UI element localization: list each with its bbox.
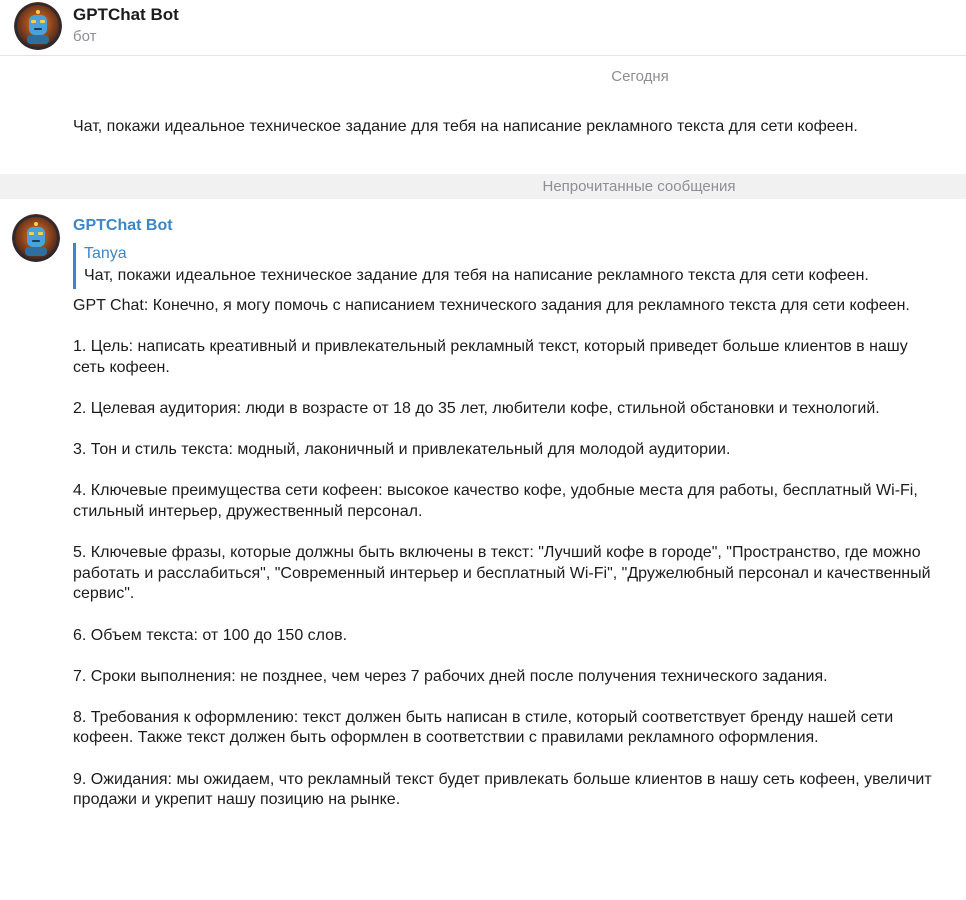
user-message: Чат, покажи идеальное техническое задание для тебя на написание рекламного текста для сети кофеен. (73, 118, 858, 135)
message-paragraph: 8. Требования к оформлению: текст должен быть написан в стиле, который соответствует бренду нашей сети кофеен. Также текст должен быть оформлен в соответствии с правилами рекламного оформления. (73, 708, 894, 747)
message-paragraph: 3. Тон и стиль текста: модный, лаконичный и привлекательный для молодой аудитории. (73, 441, 731, 459)
bot-avatar-icon[interactable] (14, 2, 62, 50)
message-paragraph: GPT Chat: Конечно, я могу помочь с написанием технического задания для рекламного текста для сети кофеен. (73, 297, 910, 314)
message-paragraph: 4. Ключевые преимущества сети кофеен: высокое качество кофе, удобные места для работы, бесплатный Wi-Fi, стильный интерьер, дружественный персонал. (73, 482, 918, 520)
message-paragraph: 1. Цель: написать креативный и привлекательный рекламный текст, который приведет больше клиентов в нашу сеть кофеен. (73, 338, 908, 376)
chat-title[interactable]: GPTChat Bot (73, 5, 179, 24)
message-paragraph: 5. Ключевые фразы, которые должны быть включены в текст: "Лучший кофе в городе", "Пространство, где можно работать и расслабиться", "Современный интерьер и бесплатный Wi-Fi", "Дружелюбный персонал и качественный сервис". (73, 544, 931, 603)
chat-header (0, 0, 966, 56)
message-paragraph: 6. Объем текста: от 100 до 150 слов. (73, 626, 348, 644)
chat-subtitle: бот (73, 28, 97, 45)
message-paragraph: 7. Сроки выполнения: не позднее, чем через 7 рабочих дней после получения технического задания. (73, 667, 828, 685)
unread-separator (0, 174, 966, 199)
date-separator: Сегодня (611, 68, 669, 85)
bot-message-body (73, 296, 943, 831)
message-paragraph: 9. Ожидания: мы ожидаем, что рекламный текст будет привлекать больше клиентов в нашу сеть кофеен, увеличит продажи и укрепит нашу позицию на рынке. (73, 770, 932, 809)
sender-name[interactable]: GPTChat Bot (73, 217, 173, 234)
message-paragraph: 2. Целевая аудитория: люди в возрасте от 18 до 35 лет, любители кофе, стильной обстановки и технологий. (73, 399, 880, 417)
reply-text: Чат, покажи идеальное техническое задание для тебя на написание рекламного текста для сети кофеен. (84, 267, 869, 284)
reply-quote[interactable] (73, 243, 943, 289)
sender-avatar-icon[interactable] (12, 214, 60, 262)
reply-author: Tanya (84, 245, 127, 262)
unread-label: Непрочитанные сообщения (542, 178, 736, 195)
